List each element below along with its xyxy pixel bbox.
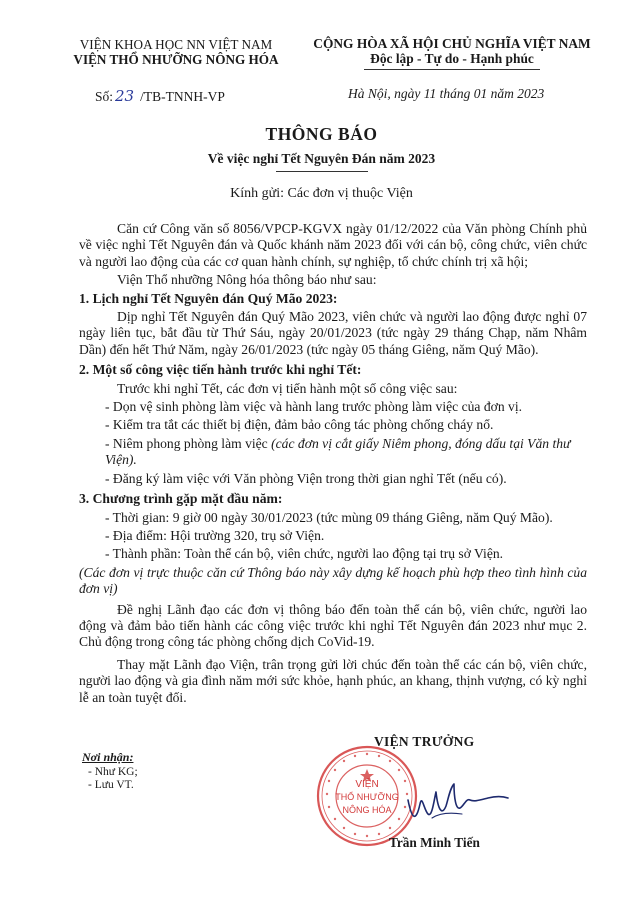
recipients-block xyxy=(82,751,138,793)
recipient-item: - Như KG; xyxy=(88,765,138,778)
section-3-item: - Thời gian: 9 giờ 00 ngày 30/01/2023 (tức mùng 09 tháng Giêng, năm Quý Mão). xyxy=(105,509,553,525)
section-3-item: - Thành phần: Toàn thể cán bộ, viên chức, người lao động tại trụ sở Viện. xyxy=(105,546,504,562)
signer-position: VIỆN TRƯỞNG xyxy=(374,734,475,749)
document-title: THÔNG BÁO xyxy=(265,124,378,144)
section-2-item-text: - Niêm phong phòng làm việc xyxy=(105,435,272,451)
doc-number-prefix: Số: xyxy=(95,89,114,104)
request-paragraph: Đề nghị Lãnh đạo các đơn vị thông báo đến toàn thể cán bộ, viên chức, người lao động và đảm bảo tiến hành các công việc trước khi nghỉ Tết Nguyên đán 2023 như mục 2. Chủ động trong công tác phòng chống dịch CoVid-19. xyxy=(79,601,587,650)
seal-line-2: THỔ NHƯỠNG xyxy=(335,792,399,802)
signer-name: Trần Minh Tiến xyxy=(389,835,480,850)
section-2-heading: 2. Một số công việc tiến hành trước khi nghỉ Tết: xyxy=(79,362,362,378)
section-2-lead: Trước khi nghỉ Tết, các đơn vị tiến hành một số công việc sau: xyxy=(117,380,458,396)
issuing-organization xyxy=(56,37,296,67)
intro-paragraph: Căn cứ Công văn số 8056/VPCP-KGVX ngày 01/12/2022 của Văn phòng Chính phủ về việc nghỉ Tết Nguyên đán và Quốc khánh năm 2023 đối với cán bộ, công chức, viên chức và người lao động của các cơ quan hành chính, sự nghiệp, tổ chức chính trị xã hội; xyxy=(79,221,587,269)
recipient-item: - Lưu VT. xyxy=(88,779,134,791)
parent-organization: VIỆN KHOA HỌC NN VIỆT NAM xyxy=(79,37,273,52)
section-2-item: - Kiểm tra tắt các thiết bị điện, đảm bảo công tác phòng chống cháy nổ. xyxy=(105,417,494,433)
section-2-item-note: (các đơn vị cắt giấy Niêm phong, đóng dấu tại Văn thư Viện). xyxy=(105,435,571,468)
section-3-heading: 3. Chương trình gặp mặt đầu năm: xyxy=(79,491,283,507)
seal-line-1: VIỆN xyxy=(355,779,379,790)
document-body xyxy=(79,221,587,706)
document-number xyxy=(95,87,225,105)
motto-underline xyxy=(364,69,540,70)
section-2-item: - Dọn vệ sinh phòng làm việc và hành lang trước phòng làm việc của đơn vị. xyxy=(105,399,522,415)
document-subtitle: Về việc nghỉ Tết Nguyên Đán năm 2023 xyxy=(207,151,436,166)
place-date: Hà Nội, ngày 11 tháng 01 năm 2023 xyxy=(348,86,545,101)
subtitle-underline xyxy=(276,171,368,172)
seal-line-3: NÔNG HÓA xyxy=(342,805,392,815)
handwritten-signature xyxy=(402,770,512,832)
national-header xyxy=(304,36,600,70)
section-3-note: (Các đơn vị trực thuộc căn cứ Thông báo này xây dựng kế hoạch phù hợp theo tình hình của đơn vị) xyxy=(79,564,587,597)
national-motto: Độc lập - Tự do - Hạnh phúc xyxy=(370,51,534,66)
section-1-text: Dịp nghỉ Tết Nguyên đán Quý Mão 2023, viên chức và người lao động được nghỉ 07 ngày liên tục, bắt đầu từ Thứ Sáu, ngày 20/01/2023 (tức ngày 29 tháng Chạp, năm Nhâm Dần) đến hết Thứ Năm, ngày 26/01/2023 (tức ngày 05 tháng Giêng, năm Quý Mão). xyxy=(79,309,587,357)
doc-number-handwritten: 23 xyxy=(115,87,135,105)
closing-paragraph: Thay mặt Lãnh đạo Viện, trân trọng gửi lời chúc đến toàn thể các cán bộ, viên chức, người lao động và gia đình năm mới sức khỏe, hạnh phúc, an khang, thịnh vượng, có kỳ nghỉ lễ an toàn tuyệt đối. xyxy=(79,656,587,705)
doc-number-suffix: /TB-TNNH-VP xyxy=(140,89,225,104)
section-3-item: - Địa điểm: Hội trường 320, trụ sở Viện. xyxy=(105,527,325,543)
nation-name: CỘNG HÒA XÃ HỘI CHỦ NGHĨA VIỆT NAM xyxy=(313,36,591,51)
intro-statement: Viện Thổ nhưỡng Nông hóa thông báo như sau: xyxy=(117,272,377,288)
section-2-item xyxy=(105,436,587,469)
organization-name: VIỆN THỔ NHƯỠNG NÔNG HÓA xyxy=(73,52,279,67)
section-1-heading: 1. Lịch nghỉ Tết Nguyên đán Quý Mão 2023: xyxy=(79,290,338,306)
section-2-item: - Đăng ký làm việc với Văn phòng Viện trong thời gian nghỉ Tết (nếu có). xyxy=(105,470,507,486)
recipient-line: Kính gửi: Các đơn vị thuộc Viện xyxy=(230,186,413,201)
recipients-heading: Nơi nhận: xyxy=(82,750,134,764)
